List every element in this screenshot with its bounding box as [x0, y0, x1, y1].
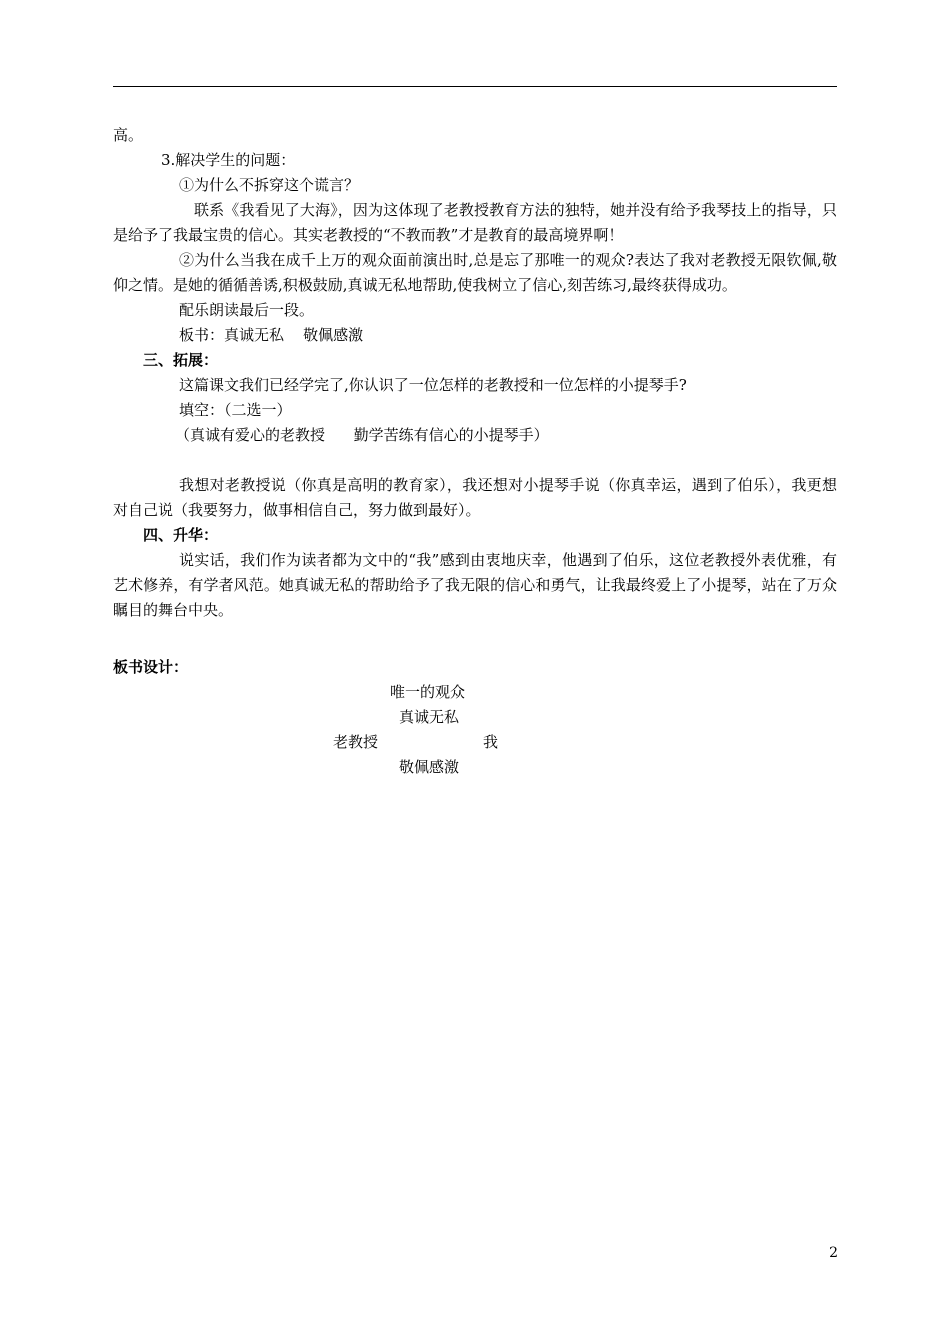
fill-blank-sentence: 我想对老教授说（你真是高明的教育家），我还想对小提琴手说（你真幸运，遇到了伯乐），我更想对自己说（我要努力，做事相信自己，努力做到最好）。	[113, 476, 837, 519]
question-one: ①为什么不拆穿这个谎言？	[179, 176, 360, 194]
spacer	[113, 623, 837, 655]
spacer	[113, 448, 837, 473]
board-upper: 真诚无私	[399, 708, 460, 726]
expand-question: 这篇课文我们已经学完了,你认识了一位怎样的老教授和一位怎样的小提琴手?	[179, 376, 687, 394]
document-body	[113, 123, 837, 780]
board-note: 板书：真诚无私 敬佩感激	[179, 326, 364, 344]
board-design	[113, 680, 837, 780]
header-rule	[113, 86, 837, 87]
paragraph-continuation: 高。	[113, 126, 144, 144]
fill-blank-options: （真诚有爱心的老教授 勤学苦练有信心的小提琴手）	[175, 426, 549, 444]
section-heading-expand: 三、拓展：	[143, 351, 219, 369]
question-two-answer: ②为什么当我在成千上万的观众面前演出时,总是忘了那唯一的观众?表达了我对老教授无限钦佩,敬仰之情。是她的循循善诱,积极鼓励,真诚无私地帮助,使我树立了信心,刻苦练习,最终获得成功。	[113, 251, 837, 294]
board-design-heading: 板书设计：	[113, 658, 189, 676]
board-left: 老教授	[333, 733, 379, 751]
item-solve-questions: 3.解决学生的问题：	[161, 151, 296, 169]
section-heading-sublimate: 四、升华：	[143, 526, 219, 544]
page-number: 2	[829, 1245, 838, 1261]
music-reading: 配乐朗读最后一段。	[179, 301, 315, 319]
fill-blank-label: 填空：（二选一）	[179, 401, 292, 419]
board-right: 我	[483, 733, 499, 751]
board-top: 唯一的观众	[390, 683, 466, 701]
answer-one: 联系《我看见了大海》，因为这体现了老教授教育方法的独特，她并没有给予我琴技上的指导，只是给予了我最宝贵的信心。其实老教授的“不教而教”才是教育的最高境界啊！	[113, 201, 837, 244]
sublimate-paragraph: 说实话，我们作为读者都为文中的“我”感到由衷地庆幸，他遇到了伯乐，这位老教授外表优雅，有艺术修养，有学者风范。她真诚无私的帮助给予了我无限的信心和勇气，让我最终爱上了小提琴，站在了万众瞩目的舞台中央。	[113, 551, 837, 619]
board-lower: 敬佩感激	[399, 758, 460, 776]
